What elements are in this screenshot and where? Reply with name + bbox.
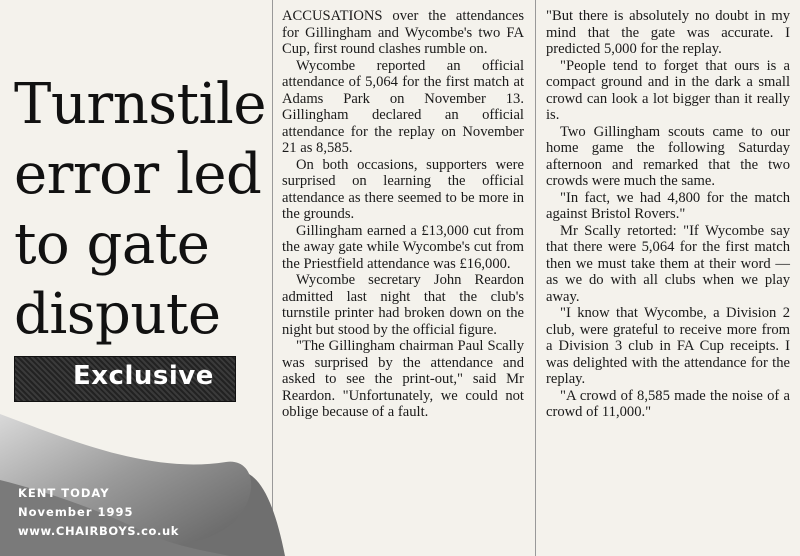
exclusive-badge [14,356,236,402]
paragraph: Wycombe secretary John Reardon admitted last night that the club's turnstile printer had broken down on the night but stood by the official figure. [282,272,524,338]
paragraph: "People tend to forget that ours is a compact ground and in the dark a small crowd can look a lot bigger than it really is. [546,57,790,123]
paragraph: Gillingham earned a £13,000 cut from the away gate while Wycombe's cut from the Priestfield attendance was £16,000. [282,222,524,272]
paragraph: "But there is absolutely no doubt in my mind that the gate was accurate. I predicted 5,000 for the replay. [546,8,790,57]
headline-line: error led [14,142,262,207]
article-column-1 [282,8,524,421]
headline-line: to gate [14,212,210,277]
source-website-link[interactable]: www.CHAIRBOYS.co.uk [18,524,180,538]
paragraph: On both occasions, supporters were surprised on learning the official attendance as there seemed to be more in the grounds. [282,156,524,222]
article-column-2 [546,8,790,421]
headline-line: Turnstile [14,72,266,137]
column-divider [535,0,536,556]
paragraph: "The Gillingham chairman Paul Scally was surprised by the attendance and asked to see the print-out," said Mr Reardon. "Unfortunately, we could not oblige because of a fault. [282,338,524,420]
paragraph: Mr Scally retorted: "If Wycombe say that there were 5,064 for the first match then we must take them at their word — as we do with all clubs when we play away. [546,222,790,305]
paragraph: Two Gillingham scouts came to our home game the following Saturday afternoon and remarked that the two crowds were much the same. [546,123,790,189]
paragraph: "In fact, we had 4,800 for the match against Bristol Rovers." [546,189,790,222]
headline [14,70,264,350]
headline-line: dispute [14,282,221,347]
paragraph: ACCUSATIONS over the attendances for Gillingham and Wycombe's two FA Cup, first round clashes rumble on. [282,8,524,57]
paragraph: "I know that Wycombe, a Division 2 club, were grateful to receive more from a Division 3 club in FA Cup receipts. I was delighted with the attendance for the replay. [546,305,790,387]
paragraph: "A crowd of 8,585 made the noise of a crowd of 11,000." [546,387,790,420]
exclusive-label: Exclusive [73,361,214,391]
paragraph: Wycombe reported an official attendance of 5,064 for the first match at Adams Park on November 13. Gillingham declared an official attendance for the replay on November 21 as 8,585. [282,57,524,156]
source-publication: KENT TODAY [18,486,110,500]
source-date: November 1995 [18,505,134,519]
